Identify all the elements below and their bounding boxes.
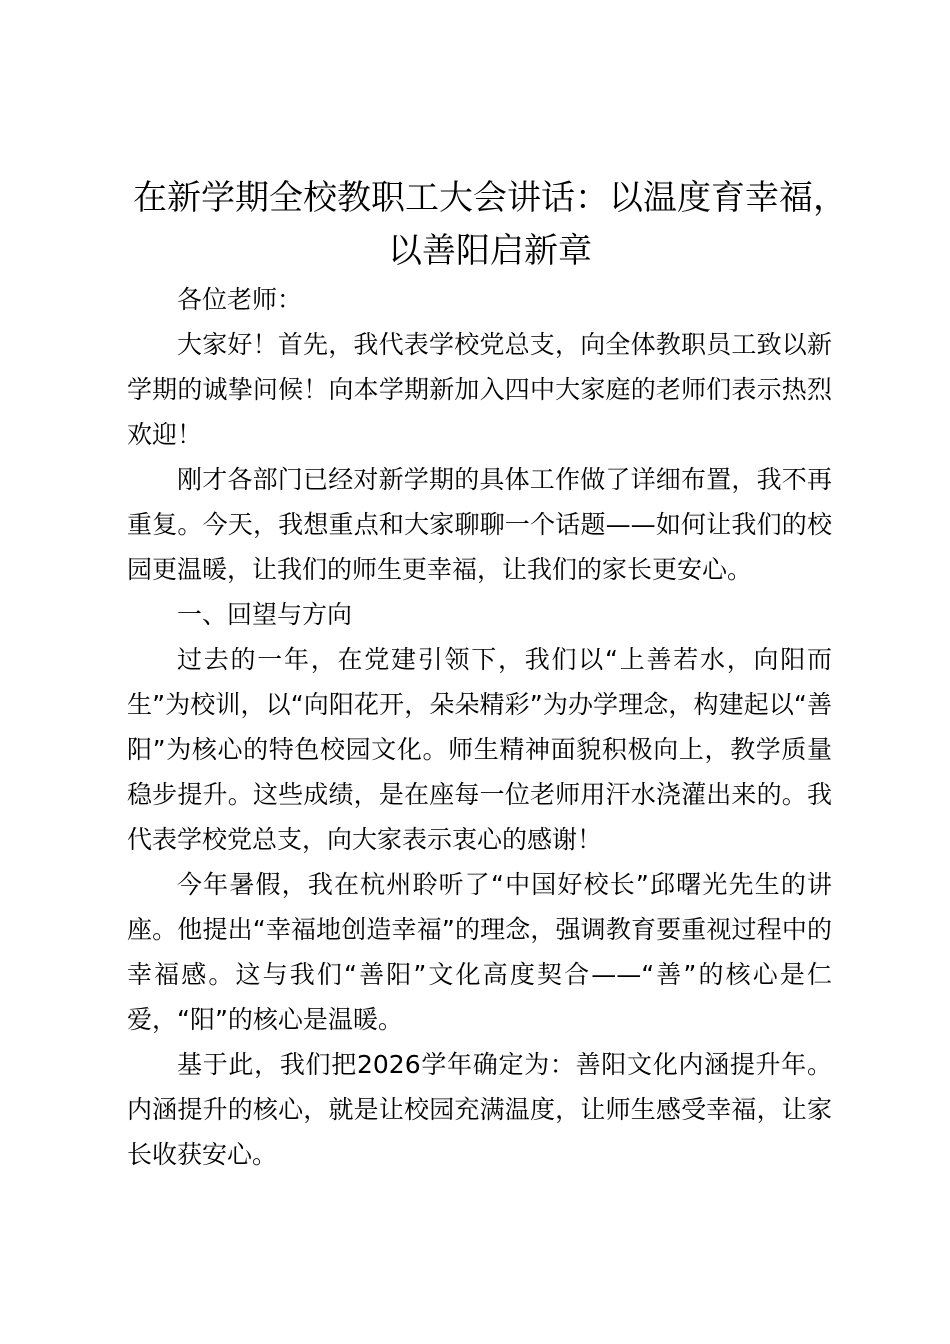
salutation: 各位老师：	[177, 285, 303, 314]
paragraph-inspiration: 今年暑假，我在杭州聆听了“中国好校长”邱曙光先生的讲座。他提出“幸福地创造幸福”的理念，强调教育要重视过程中的幸福感。这与我们“善阳”文化高度契合——“善”的核心是仁爱，“阳”的核心是温暖。	[127, 870, 832, 1034]
paragraph-review: 过去的一年，在党建引领下，我们以“上善若水，向阳而生”为校训，以“向阳花开，朵朵精彩”为办学理念，构建起以“善阳”为核心的特色校园文化。师生精神面貌积极向上，教学质量稳步提升。这些成绩，是在座每一位老师用汗水浇灌出来的。我代表学校党总支，向大家表示衷心的感谢！	[127, 645, 832, 854]
section-heading: 一、回望与方向	[177, 600, 353, 629]
paragraph-greeting: 大家好！首先，我代表学校党总支，向全体教职员工致以新学期的诚挚问候！向本学期新加入四中大家庭的老师们表示热烈欢迎！	[127, 330, 832, 449]
document-body	[127, 277, 832, 1177]
paragraph-theme-year: 基于此，我们把2026学年确定为：善阳文化内涵提升年。内涵提升的核心，就是让校园充满温度，让师生感受幸福，让家长收获安心。	[127, 1050, 832, 1169]
paragraph-topic: 刚才各部门已经对新学期的具体工作做了详细布置，我不再重复。今天，我想重点和大家聊聊一个话题——如何让我们的校园更温暖，让我们的师生更幸福，让我们的家长更安心。	[127, 465, 832, 584]
document-title: 在新学期全校教职工大会讲话：以温度育幸福，以善阳启新章	[133, 178, 847, 271]
